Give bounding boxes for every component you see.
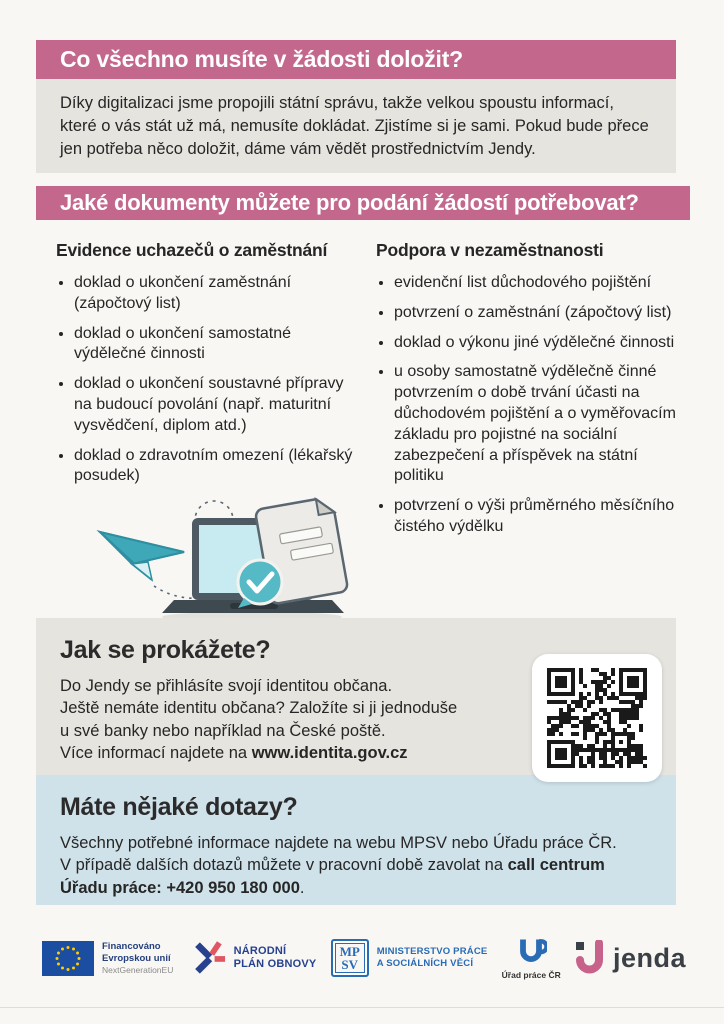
list-item: • doklad o výkonu jiné výdělečné činnosti: [394, 333, 688, 354]
identity-title: Jak se prokážete?: [60, 636, 271, 664]
mpsv-monogram-bottom: SV: [341, 957, 358, 972]
call-centre-label: call centrum: [507, 856, 605, 875]
list-item: • doklad o ukončení samostatné výdělečné činnosti: [74, 324, 356, 366]
mpsv-monogram-top: MP: [339, 944, 360, 959]
npo-label-line2: PLÁN OBNOVY: [233, 958, 317, 970]
identity-line: Ještě nemáte identitu občana? Založíte si ji jednoduše: [60, 699, 458, 718]
questions-text: [60, 832, 652, 899]
identity-line: Více informací najdete na: [60, 744, 252, 763]
mpsv-logo-icon: [331, 939, 369, 977]
intro-box: [36, 79, 676, 173]
identity-line: Do Jendy se přihlásíte svojí identitou občana.: [60, 677, 393, 695]
questions-line: Všechny potřebné informace najdete na webu MPSV nebo Úřadu práce ČR.: [60, 834, 617, 852]
eu-label-line2: Evropskou unií: [102, 952, 171, 964]
section-questions: [36, 775, 676, 905]
identity-url: www.identita.gov.cz: [251, 744, 408, 763]
identity-line: u své banky nebo například na České poště.: [60, 721, 386, 740]
column-podpora-list: [376, 273, 688, 538]
list-item: • evidenční list důchodového pojištění: [394, 273, 688, 294]
eu-label-line1: Financováno: [102, 940, 161, 952]
mpsv-logo: [331, 939, 488, 977]
list-item: • doklad o ukončení zaměstnání (zápočtový list): [74, 273, 356, 315]
questions-line: V případě dalších dotazů můžete v pracovní době zavolat na: [60, 856, 508, 875]
column-podpora-title: Podpora v nezaměstnanosti: [376, 240, 604, 260]
urad-prace-label: Úřad práce ČR: [501, 970, 561, 980]
laptop-document-illustration: [92, 492, 367, 624]
footer-logos: [42, 928, 686, 988]
column-evidence: [56, 240, 356, 496]
list-item: • doklad o ukončení soustavné přípravy na budoucí povolání (např. maturitní vysvědčení, diplom atd.): [74, 374, 356, 436]
list-item: • potvrzení o zaměstnání (zápočtový list): [394, 303, 688, 324]
qr-code: [547, 668, 647, 768]
jenda-logo: [575, 940, 686, 976]
column-evidence-list: [56, 273, 356, 487]
list-item: • potvrzení o výši průměrného měsíčního čistého výdělku: [394, 496, 688, 538]
questions-line: .: [299, 878, 305, 897]
list-item: • u osoby samostatně výdělečně činné potvrzením o době trvání účasti na důchodovém pojištění a o vyměřovacím základu pro pojistné na sociální zabezpečení a příspěvek na státní politiku: [394, 362, 688, 487]
jenda-logo-icon: [575, 940, 607, 976]
list-item: • doklad o zdravotním omezení (lékařský posudek): [74, 446, 356, 488]
mpsv-label-line2: A SOCIÁLNÍCH VĚCÍ: [376, 958, 474, 969]
eu-funding-logo: [42, 941, 173, 976]
npo-logo: [188, 939, 317, 977]
column-evidence-title: Evidence uchazečů o zaměstnání: [56, 240, 328, 260]
jenda-wordmark: jenda: [612, 942, 686, 973]
section-header-dokumenty: Jaké dokumenty můžete pro podání žádostí potřebovat?: [36, 186, 690, 220]
npo-logo-icon: [188, 939, 226, 977]
urad-prace-logo-icon: [515, 936, 547, 968]
urad-prace-logo: [502, 936, 561, 980]
mpsv-label-line1: MINISTERSTVO PRÁCE: [376, 946, 488, 958]
column-podpora: [376, 240, 688, 547]
section-header-dolozit: Co všechno musíte v žádosti doložit?: [36, 40, 676, 79]
questions-title: Máte nějaké dotazy?: [60, 793, 298, 821]
eu-flag-icon: [42, 941, 94, 976]
phone-number: Úřadu práce: +420 950 180 000: [60, 878, 300, 897]
eu-label-line3: NextGenerationEU: [102, 964, 174, 975]
scan-edge-line: [0, 1007, 724, 1008]
npo-label-line1: NÁRODNÍ: [233, 944, 287, 957]
qr-card: [532, 654, 662, 782]
intro-text: Díky digitalizaci jsme propojili státní správu, takže velkou spoustu informací, které o vás stát už má, nemusíte dokládat. Zjistíme si je sami. Pokud bude přece jen potřeba něco doložit, dáme vám vědět prostřednictvím Jendy.: [60, 94, 649, 158]
paper-plane-icon: [100, 532, 184, 580]
